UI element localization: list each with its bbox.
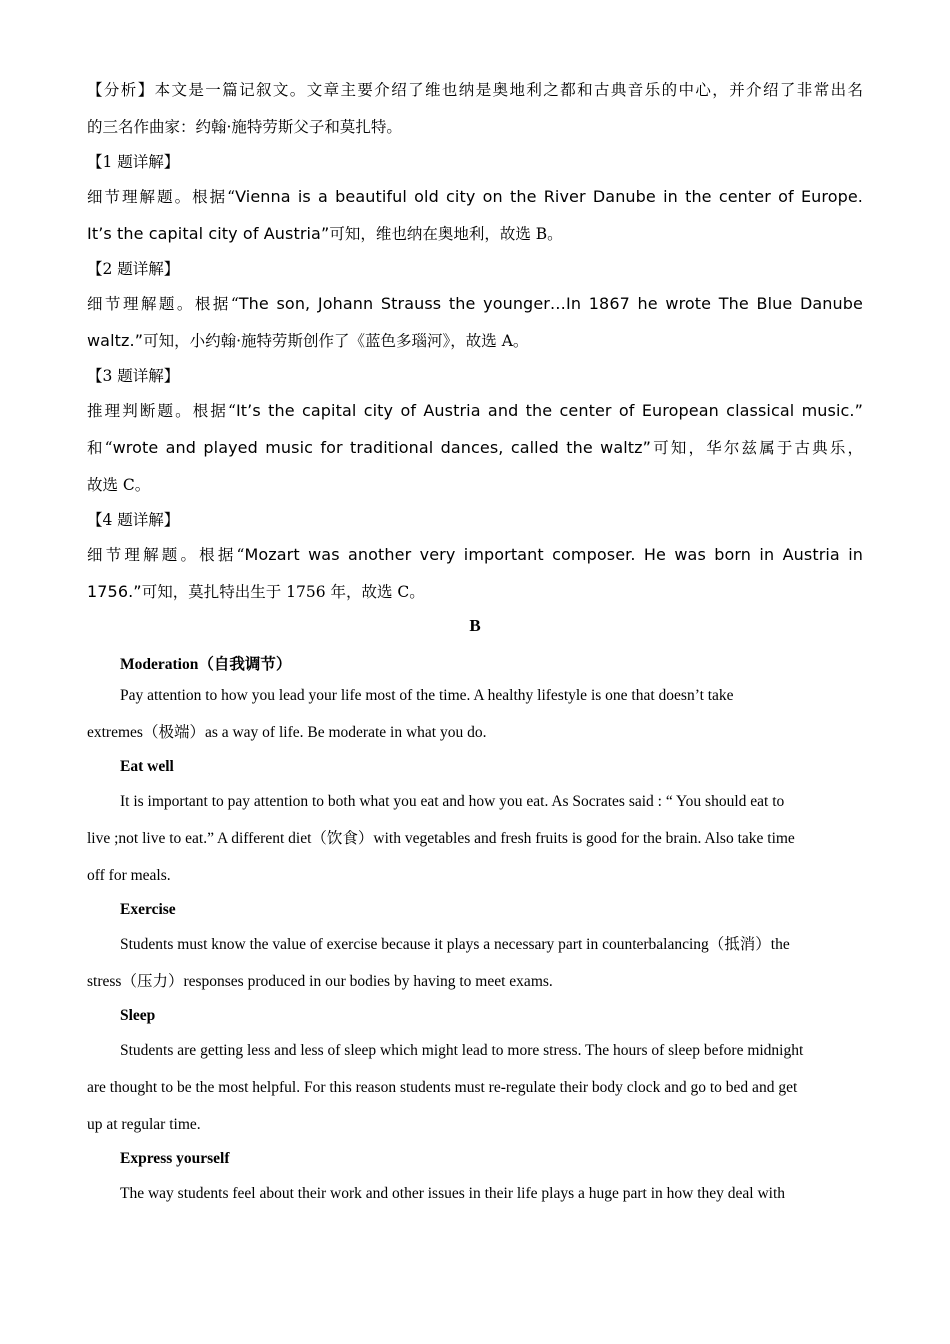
express-yourself-line-1: The way students feel about their work and other issues in their life plays a huge part in how they deal with (120, 1185, 786, 1202)
q4-title: 【4 题详解】 (87, 511, 180, 529)
moderation-heading: Moderation（自我调节） (120, 656, 292, 673)
q4-prefix: 细节理解题。根据“ (87, 546, 245, 564)
q4-line-2 (87, 582, 863, 602)
eat-well-heading: Eat well (120, 758, 174, 775)
sleep-line-1: Students are getting less and less of sleep which might lead to more stress. The hours of sleep before midnight (120, 1042, 804, 1059)
q3-line-1 (87, 401, 863, 421)
q3-title: 【3 题详解】 (87, 367, 180, 385)
q1-quote-2: It’s the capital city of Austria” (87, 224, 330, 243)
sleep-line-3: up at regular time. (87, 1116, 201, 1133)
q3-quote-1: It’s the capital city of Austria and the center of European classical music.” (235, 401, 863, 420)
q3-prefix: 推理判断题。根据“ (87, 402, 236, 420)
q4-quote-2: 1756.” (87, 582, 142, 601)
sleep-heading: Sleep (120, 1007, 156, 1024)
exercise-line-1: Students must know the value of exercise because it plays a necessary part in counterbalancing（抵消）the (120, 936, 790, 953)
q2-quote-2: waltz.” (87, 331, 144, 350)
eat-well-line-2: live ;not live to eat.” A different diet（饮食）with vegetables and fresh fruits is good for the brain. Also take time (87, 830, 795, 847)
q2-title: 【2 题详解】 (87, 260, 180, 278)
analysis-line-2: 的三名作曲家：约翰·施特劳斯父子和莫扎特。 (87, 118, 402, 136)
exercise-line-2: stress（压力）responses produced in our bodies by having to meet exams. (87, 973, 553, 990)
sleep-line-2: are thought to be the most helpful. For this reason students must re-regulate their body clock and go to bed and get (87, 1079, 798, 1096)
eat-well-line-1: It is important to pay attention to both what you eat and how you eat. As Socrates said : “ You should eat to (120, 793, 785, 810)
q1-title: 【1 题详解】 (87, 153, 180, 171)
q1-suffix: 可知，维也纳在奥地利，故选 B。 (329, 225, 563, 243)
q4-quote-1: Mozart was another very important composer. He was born in Austria in (244, 545, 863, 564)
q2-quote-1: The son, Johann Strauss the younger…In 1867 he wrote The Blue Danube (238, 294, 863, 313)
q1-prefix: 细节理解题。根据“ (87, 188, 236, 206)
q3-line-3: 故选 C。 (87, 476, 151, 494)
exercise-heading: Exercise (120, 901, 176, 918)
express-yourself-heading: Express yourself (120, 1150, 230, 1167)
q1-quote-1: Vienna is a beautiful old city on the River Danube in the center of Europe. (235, 187, 863, 206)
moderation-line-1: Pay attention to how you lead your life most of the time. A healthy lifestyle is one that doesn’t take (120, 687, 734, 704)
section-b-heading: B (469, 616, 481, 635)
q1-line-1 (87, 187, 863, 207)
q3-and: 和“ (87, 439, 113, 457)
analysis-line-1: 【分析】本文是一篇记叙文。文章主要介绍了维也纳是奥地利之都和古典音乐的中心，并介绍了非常出名 (87, 81, 863, 99)
eat-well-line-3: off for meals. (87, 867, 171, 884)
q1-line-2 (87, 224, 863, 244)
q3-line-2 (87, 438, 863, 458)
q2-line-1 (87, 294, 863, 314)
q2-line-2 (87, 331, 863, 351)
q4-line-1 (87, 545, 863, 565)
q3-suffix: 可知，华尔兹属于古典乐， (651, 439, 863, 457)
q2-prefix: 细节理解题。根据“ (87, 295, 239, 313)
q2-suffix: 可知，小约翰·施特劳斯创作了《蓝色多瑙河》，故选 A。 (143, 332, 529, 350)
q3-quote-2: wrote and played music for traditional dances, called the waltz” (112, 438, 652, 457)
moderation-line-2: extremes（极端）as a way of life. Be moderate in what you do. (87, 724, 487, 741)
q4-suffix: 可知，莫扎特出生于 1756 年，故选 C。 (141, 583, 425, 601)
